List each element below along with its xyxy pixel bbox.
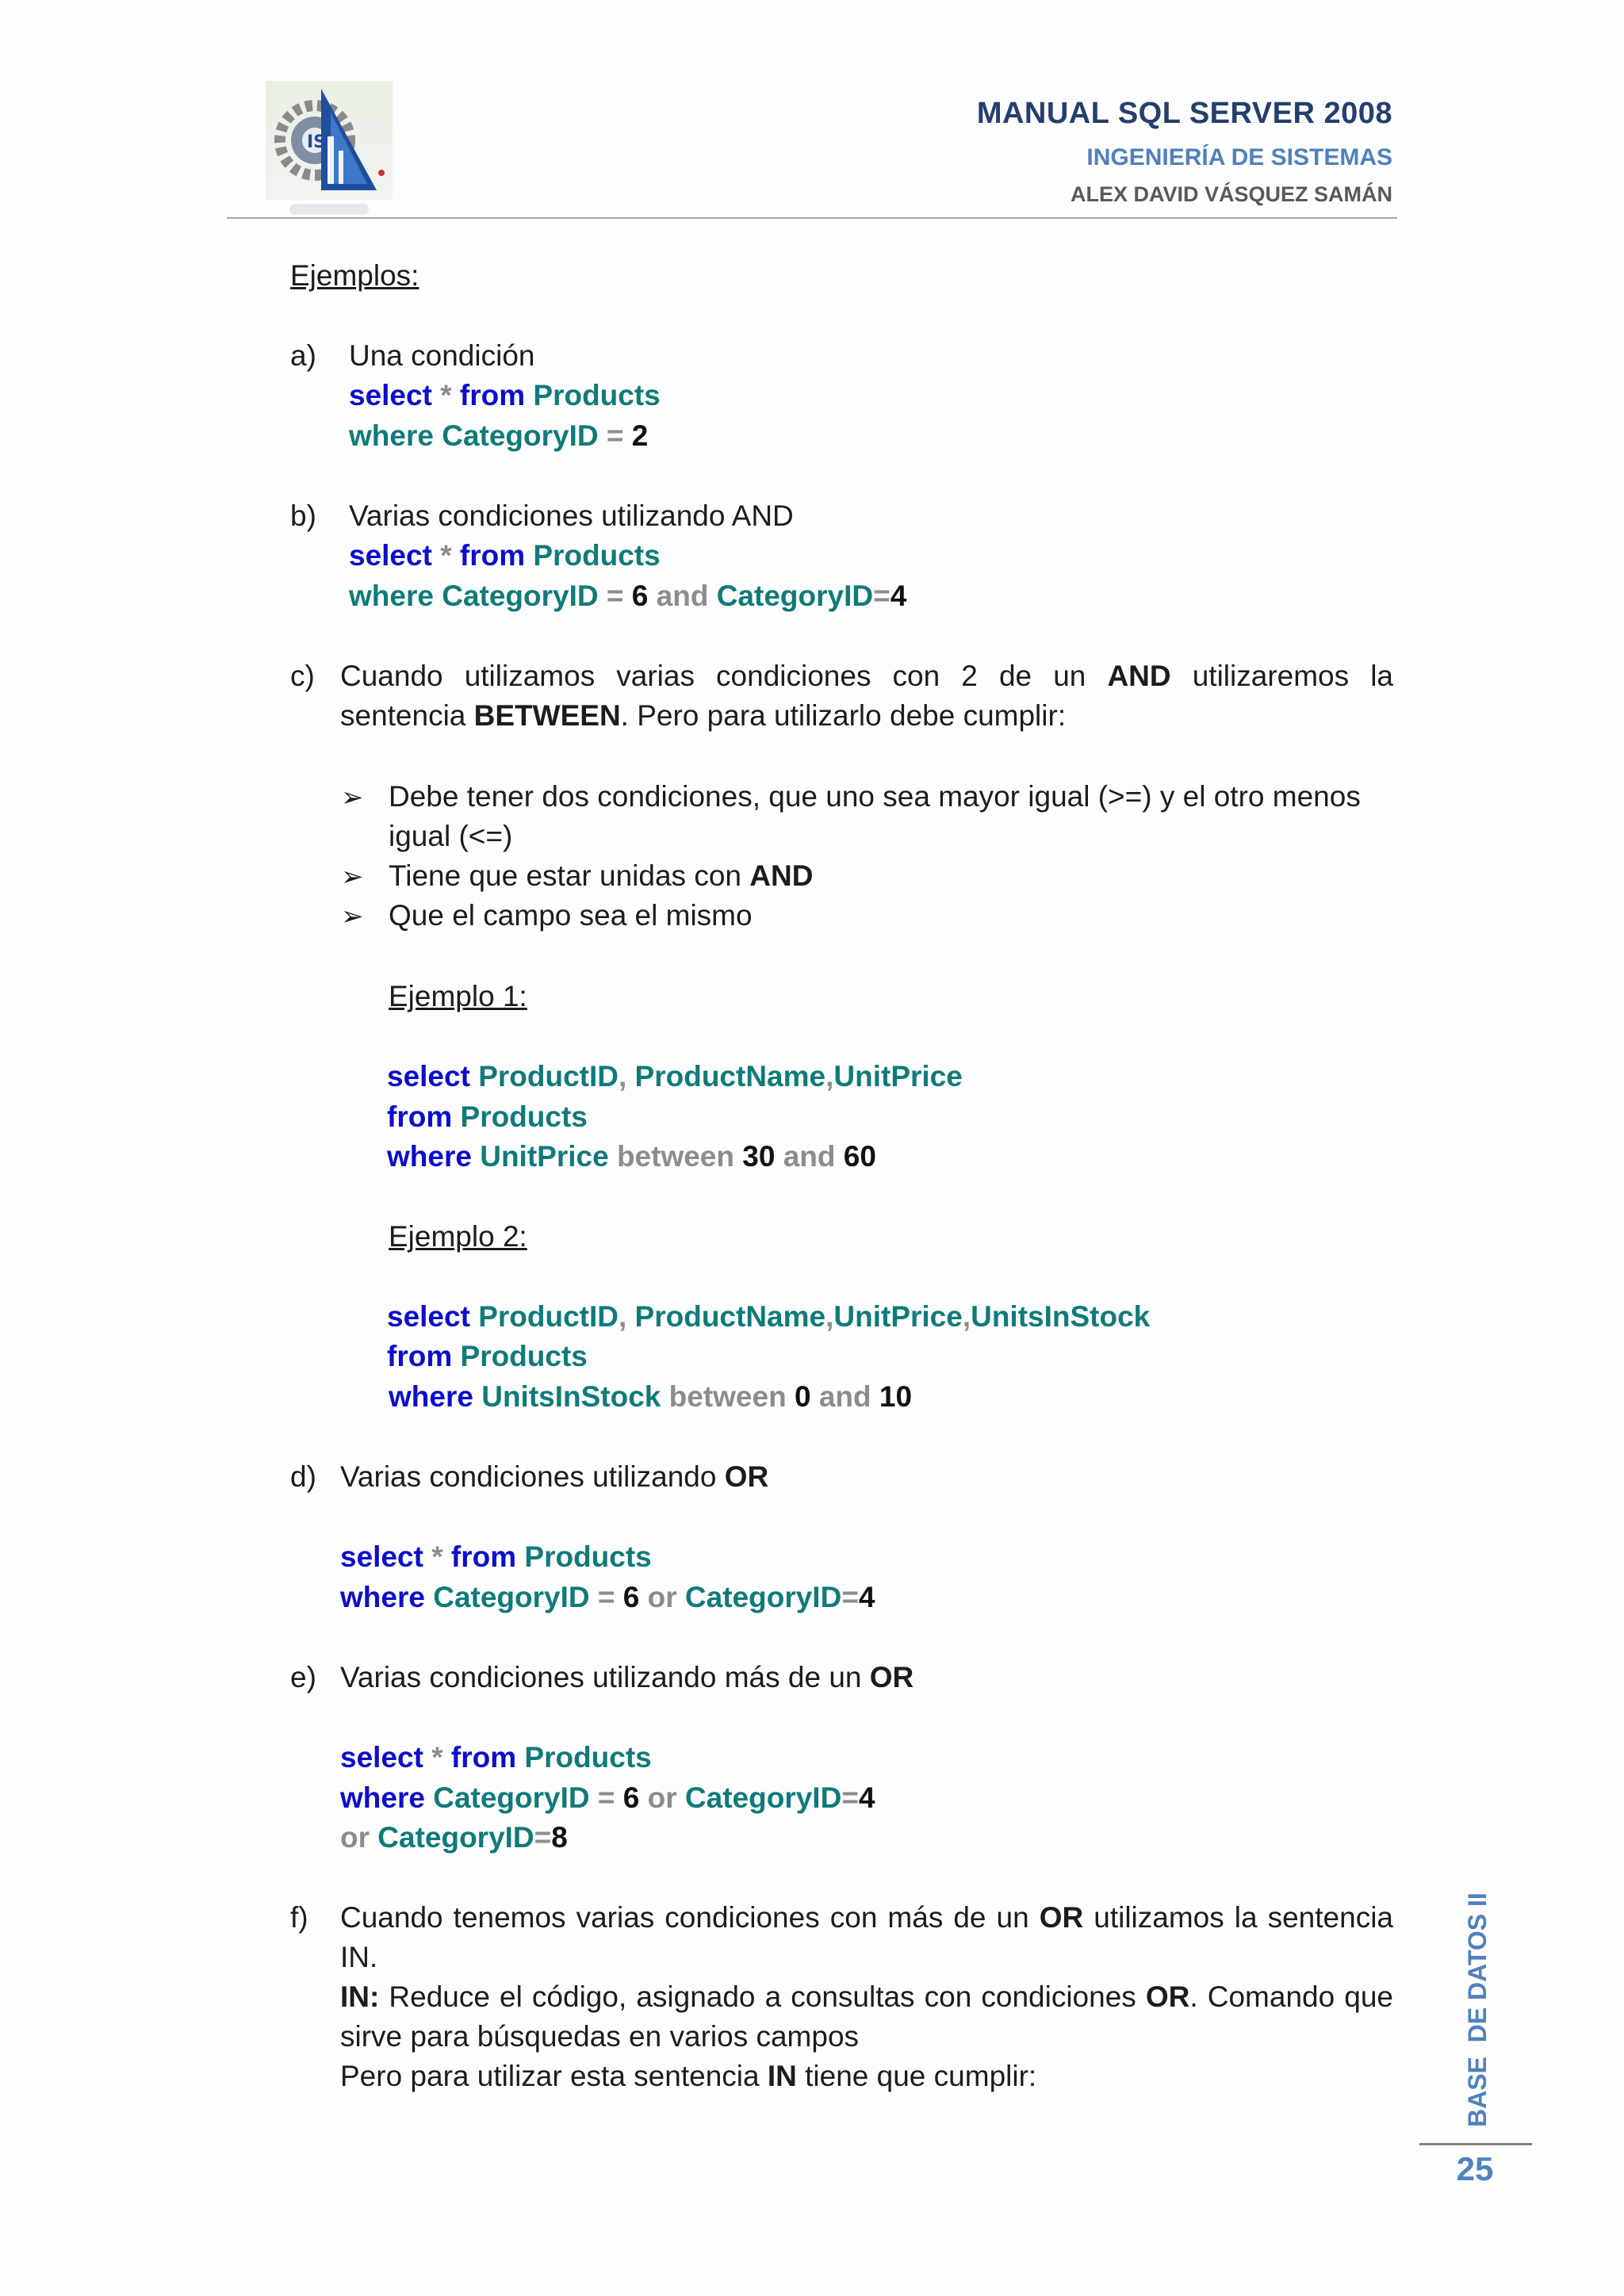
item-a-marker: a) xyxy=(290,339,316,372)
code-token: 10 xyxy=(879,1380,913,1413)
code-token: where xyxy=(340,1581,425,1613)
bullet-text: Debe tener dos condiciones, que uno sea mayor igual (>=) y el otro menos xyxy=(389,780,1361,813)
svg-text:IS: IS xyxy=(307,132,327,152)
code-token: where xyxy=(389,1380,473,1413)
code-token: 6 xyxy=(622,1581,640,1613)
side-divider xyxy=(1419,2143,1532,2145)
item-c-text: Cuando utilizamos varias condiciones con 2 de un xyxy=(340,660,1086,692)
code-token: select xyxy=(349,539,432,572)
code-line xyxy=(387,1057,963,1096)
code-token: ProductName xyxy=(634,1060,826,1093)
item-f-text: utilizamos la sentencia IN. xyxy=(340,1901,1393,1973)
code-token: = xyxy=(597,1581,615,1613)
code-token: = xyxy=(597,1781,615,1814)
code-token: = xyxy=(873,580,891,612)
code-token: or xyxy=(647,1581,677,1613)
code-line xyxy=(349,536,661,576)
item-f-text: Reduce el código, asignado a consultas con condiciones xyxy=(389,1980,1136,2013)
item-d-heading xyxy=(340,1457,768,1497)
code-token: * xyxy=(431,1540,443,1573)
code-token: 30 xyxy=(742,1140,776,1173)
code-token: from xyxy=(450,1741,517,1774)
code-token: = xyxy=(606,580,624,612)
code-token: between xyxy=(616,1140,734,1173)
code-line xyxy=(349,416,648,456)
bullet-bold: AND xyxy=(749,859,814,892)
item-e-text: Varias condiciones utilizando más de un xyxy=(340,1661,862,1693)
code-token: UnitsInStock xyxy=(971,1300,1151,1333)
code-token: UnitPrice xyxy=(480,1140,609,1173)
arrow-bullet-icon: ➢ xyxy=(341,862,364,892)
code-token: CategoryID xyxy=(433,1781,590,1814)
item-c-bold: BETWEEN xyxy=(473,699,621,732)
code-token: = xyxy=(606,419,624,452)
code-token: select xyxy=(387,1060,470,1093)
item-c-paragraph xyxy=(340,656,1393,736)
code-token: Products xyxy=(460,1340,588,1372)
code-token: CategoryID xyxy=(716,580,874,612)
code-token: 8 xyxy=(551,1821,568,1854)
code-token: or xyxy=(340,1821,370,1854)
code-token: 6 xyxy=(622,1781,640,1814)
bullet-text-continued: igual (<=) xyxy=(389,820,513,852)
code-token: UnitPrice xyxy=(833,1300,963,1333)
item-c-text: utilizaremos la sentencia xyxy=(340,660,1393,732)
item-f-text: Cuando tenemos varias condiciones con más de un xyxy=(340,1901,1029,1934)
code-token: where xyxy=(340,1781,425,1814)
code-token: Products xyxy=(524,1741,652,1774)
code-token: = xyxy=(841,1781,859,1814)
code-line xyxy=(387,1097,588,1137)
code-token: and xyxy=(783,1140,836,1173)
code-token: ProductID xyxy=(478,1060,619,1093)
code-token: where xyxy=(349,419,434,452)
code-token: Products xyxy=(533,539,661,572)
code-token: 4 xyxy=(858,1581,875,1613)
code-token: , xyxy=(825,1060,834,1093)
code-token: = xyxy=(534,1821,552,1854)
item-b-marker: b) xyxy=(290,499,316,532)
code-token: 6 xyxy=(631,580,649,612)
code-token: CategoryID xyxy=(442,580,599,612)
code-token: CategoryID xyxy=(684,1781,842,1814)
arrow-bullet-icon: ➢ xyxy=(341,783,364,813)
code-token: , xyxy=(825,1300,834,1333)
code-token: * xyxy=(440,379,452,411)
code-line xyxy=(349,376,661,415)
code-line xyxy=(387,1337,588,1376)
code-token: Products xyxy=(533,379,661,411)
code-token: select xyxy=(387,1300,470,1333)
code-line xyxy=(349,576,906,616)
code-token: , xyxy=(618,1300,627,1333)
item-d-marker: d) xyxy=(290,1460,316,1493)
item-e-marker: e) xyxy=(290,1661,316,1693)
code-token: 4 xyxy=(890,580,907,612)
arrow-bullet-icon: ➢ xyxy=(341,901,364,932)
code-token: where xyxy=(387,1140,472,1173)
code-line xyxy=(389,1377,912,1417)
university-gear-logo-icon xyxy=(266,81,393,232)
code-token: where xyxy=(349,580,434,612)
code-token: CategoryID xyxy=(433,1581,590,1613)
bullet-text: Tiene que estar unidas con xyxy=(389,859,741,892)
item-f-bold: OR xyxy=(1145,1980,1190,2013)
code-line xyxy=(340,1778,875,1818)
ejemplo-2-title: Ejemplo 2: xyxy=(389,1220,527,1253)
bullet-item xyxy=(341,777,1361,817)
item-f-bold: IN xyxy=(767,2060,797,2092)
code-line xyxy=(387,1297,1150,1337)
item-f-text: . Comando que sirve para búsquedas en varios campos xyxy=(340,1980,1394,2053)
side-label-text: BASE DE DATOS II xyxy=(1463,1892,1492,2127)
page-number: 25 xyxy=(1456,2150,1494,2187)
code-token: 0 xyxy=(794,1380,811,1413)
code-token: select xyxy=(349,379,432,411)
code-token: UnitsInStock xyxy=(481,1380,661,1413)
code-line xyxy=(387,1137,876,1177)
code-line xyxy=(340,1537,652,1577)
code-token: 4 xyxy=(858,1781,875,1814)
code-token: CategoryID xyxy=(684,1581,842,1613)
item-f-bold: OR xyxy=(1039,1901,1084,1934)
code-token: 60 xyxy=(843,1140,876,1173)
code-token: from xyxy=(387,1340,453,1372)
item-d-bold: OR xyxy=(724,1460,769,1493)
item-b-heading xyxy=(290,496,794,536)
item-f-paragraph xyxy=(340,1898,1393,2096)
item-f-bold: IN: xyxy=(340,1980,380,2013)
item-f-text: tiene que cumplir: xyxy=(805,2060,1037,2092)
item-a-label: Una condición xyxy=(349,339,535,372)
ejemplo-1-title: Ejemplo 1: xyxy=(389,980,527,1012)
item-e-bold: OR xyxy=(869,1661,914,1693)
header-subtitle: INGENIERÍA DE SISTEMAS xyxy=(1086,144,1392,170)
code-token: select xyxy=(340,1741,423,1774)
code-token: , xyxy=(962,1300,971,1333)
code-token: and xyxy=(818,1380,871,1413)
header-author: ALEX DAVID VÁSQUEZ SAMÁN xyxy=(1070,182,1392,206)
code-token: CategoryID xyxy=(442,419,599,452)
code-token: from xyxy=(459,379,526,411)
item-c-text: . Pero para utilizarlo debe cumplir: xyxy=(620,699,1067,732)
code-token: and xyxy=(656,580,709,612)
code-token: * xyxy=(431,1741,443,1774)
bullet-text: Que el campo sea el mismo xyxy=(389,899,753,932)
header-divider xyxy=(227,217,1397,219)
item-d-text: Varias condiciones utilizando xyxy=(340,1460,717,1493)
code-token: or xyxy=(647,1781,677,1814)
code-token: * xyxy=(440,539,452,572)
code-line xyxy=(340,1738,652,1777)
code-token: from xyxy=(450,1540,517,1573)
code-token: Products xyxy=(524,1540,652,1573)
item-f-text: Pero para utilizar esta sentencia xyxy=(340,2060,760,2092)
item-e-heading xyxy=(340,1658,914,1697)
code-token: 2 xyxy=(631,419,649,452)
code-token: from xyxy=(387,1100,453,1133)
code-token: ProductName xyxy=(634,1300,826,1333)
code-token: UnitPrice xyxy=(833,1060,963,1093)
code-token: CategoryID xyxy=(377,1821,534,1854)
bullet-item xyxy=(341,896,753,936)
item-a-heading xyxy=(290,336,534,376)
item-f-marker: f) xyxy=(290,1901,308,1934)
code-token: , xyxy=(618,1060,627,1093)
code-line xyxy=(340,1578,875,1617)
code-token: = xyxy=(841,1581,859,1613)
code-token: between xyxy=(668,1380,787,1413)
code-line xyxy=(340,1818,568,1858)
item-b-label: Varias condiciones utilizando AND xyxy=(349,499,794,532)
manual-title: MANUAL SQL SERVER 2008 xyxy=(976,97,1392,130)
code-token: ProductID xyxy=(478,1300,619,1333)
code-token: Products xyxy=(460,1100,588,1133)
code-token: select xyxy=(340,1540,423,1573)
section-title: Ejemplos: xyxy=(290,259,419,292)
code-token: from xyxy=(459,539,526,572)
item-c-marker: c) xyxy=(290,660,315,692)
bullet-item xyxy=(341,856,813,897)
side-label xyxy=(1443,1875,1507,2129)
item-c-bold: AND xyxy=(1107,660,1171,692)
